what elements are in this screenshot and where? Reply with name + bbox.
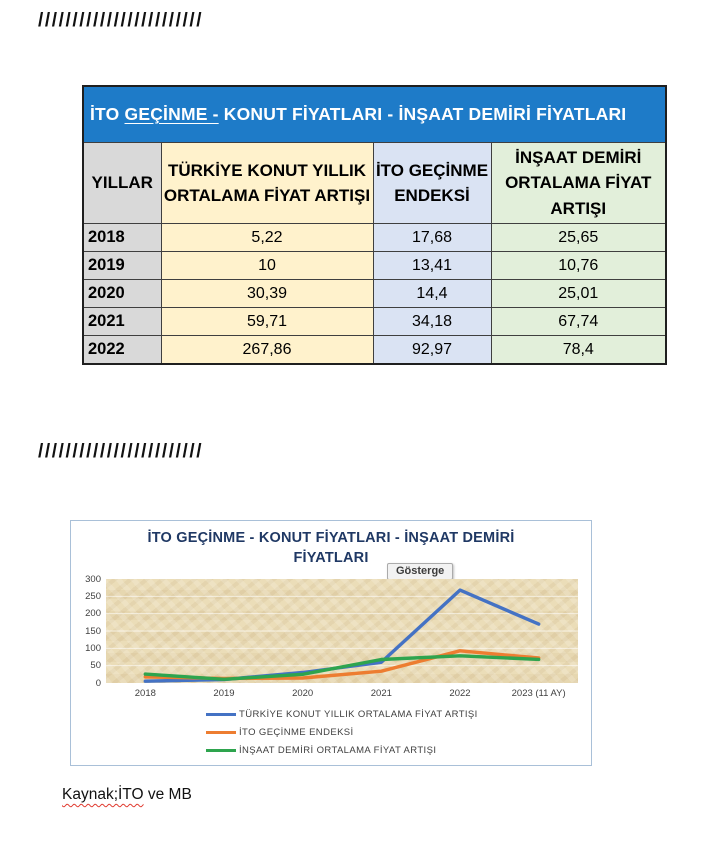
table-title — [83, 86, 666, 143]
year-cell: 2021 — [83, 308, 161, 336]
gecinme-value-cell: 14,4 — [373, 280, 491, 308]
source-note — [62, 786, 192, 804]
y-axis-tick-label: 100 — [85, 642, 101, 654]
year-cell: 2018 — [83, 224, 161, 252]
source-note-rest: ve MB — [143, 786, 192, 803]
table-row — [83, 280, 666, 308]
legend-label: İTO GEÇİNME ENDEKSİ — [239, 727, 354, 738]
table-row — [83, 336, 666, 365]
x-axis-tick-label: 2018 — [134, 688, 156, 699]
demir-value-cell: 78,4 — [491, 336, 666, 365]
y-axis-tick-label: 0 — [95, 677, 101, 689]
y-axis-tick-label: 150 — [85, 625, 101, 637]
x-axis-tick-label: 2019 — [213, 688, 235, 699]
divider-slashes-top: //////////////////////// — [38, 10, 204, 31]
konut-value-cell: 10 — [161, 252, 373, 280]
x-axis-tick-label: 2020 — [292, 688, 314, 699]
konut-value-cell: 5,22 — [161, 224, 373, 252]
source-note-misspelled: Kaynak;İTO — [62, 786, 144, 803]
demir-value-cell: 10,76 — [491, 252, 666, 280]
demir-value-cell: 67,74 — [491, 308, 666, 336]
demir-value-cell: 25,65 — [491, 224, 666, 252]
konut-value-cell: 267,86 — [161, 336, 373, 365]
konut-value-cell: 59,71 — [161, 308, 373, 336]
legend-swatch-line — [206, 749, 236, 753]
table-row — [83, 308, 666, 336]
table-row — [83, 224, 666, 252]
chart-plot-area[interactable] — [106, 579, 578, 683]
table-title-row — [83, 86, 666, 143]
table-title-pre: İTO — [90, 104, 125, 124]
y-axis-tick-label: 250 — [85, 590, 101, 602]
y-axis-tick-label: 300 — [85, 573, 101, 585]
price-comparison-table — [82, 85, 667, 365]
year-cell: 2022 — [83, 336, 161, 365]
divider-slashes-bottom: //////////////////////// — [38, 441, 204, 462]
legend-label: İNŞAAT DEMİRİ ORTALAMA FİYAT ARTIŞI — [239, 745, 437, 756]
legend-item — [206, 726, 478, 739]
table-row — [83, 252, 666, 280]
gecinme-value-cell: 17,68 — [373, 224, 491, 252]
legend-swatch-line — [206, 713, 236, 717]
gecinme-value-cell: 92,97 — [373, 336, 491, 365]
konut-value-cell: 30,39 — [161, 280, 373, 308]
column-header-yillar: YILLAR — [83, 143, 161, 224]
column-header-ito-gecinme: İTO GEÇİNME ENDEKSİ — [373, 143, 491, 224]
chart-title: İTO GEÇİNME - KONUT FİYATLARI - İNŞAAT DEMİRİ FİYATLARI — [147, 530, 515, 567]
table-title-post: KONUT FİYATLARI - İNŞAAT DEMİRİ FİYATLARI — [218, 104, 627, 124]
chart-tooltip-gosterge: Gösterge — [387, 563, 453, 580]
x-axis-tick-label: 2023 (11 AY) — [511, 688, 566, 699]
chart-legend — [206, 708, 478, 757]
table-title-underlined: GEÇİNME - — [124, 104, 219, 124]
line-series — [145, 651, 538, 679]
legend-item — [206, 708, 478, 721]
chart-container[interactable] — [70, 520, 592, 766]
demir-value-cell: 25,01 — [491, 280, 666, 308]
y-axis-tick-label: 50 — [90, 660, 101, 672]
legend-swatch-line — [206, 731, 236, 735]
year-cell: 2019 — [83, 252, 161, 280]
gecinme-value-cell: 13,41 — [373, 252, 491, 280]
legend-item — [206, 744, 478, 757]
x-axis-tick-label: 2022 — [449, 688, 471, 699]
legend-label: TÜRKİYE KONUT YILLIK ORTALAMA FİYAT ARTIŞI — [239, 709, 478, 720]
x-axis-tick-label: 2021 — [370, 688, 392, 699]
table-header-row — [83, 143, 666, 224]
y-axis-tick-label: 200 — [85, 608, 101, 620]
year-cell: 2020 — [83, 280, 161, 308]
column-header-insaat-demiri: İNŞAAT DEMİRİ ORTALAMA FİYAT ARTIŞI — [491, 143, 666, 224]
column-header-konut: TÜRKİYE KONUT YILLIK ORTALAMA FİYAT ARTIŞI — [161, 143, 373, 224]
chart-lines-svg — [106, 579, 578, 683]
gecinme-value-cell: 34,18 — [373, 308, 491, 336]
